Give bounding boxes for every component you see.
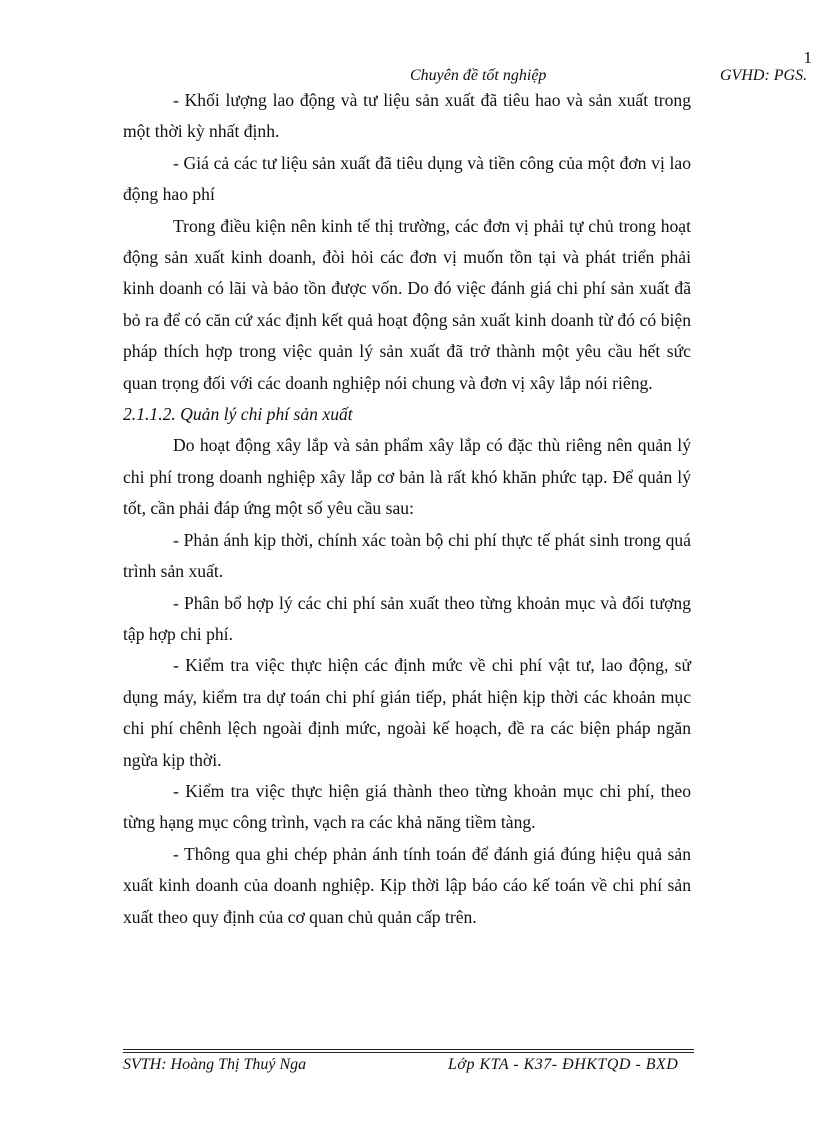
paragraph-9: - Thông qua ghi chép phản ánh tính toán để đánh giá đúng hiệu quả sản xuất kinh doanh của doanh nghiệp. Kịp thời lập báo cáo kế toán về chi phí sản xuất theo quy định của cơ quan chủ quản cấp trên. [123,843,691,927]
header-title: Chuyên đề tốt nghiệp [410,67,547,84]
paragraph-3: Trong điều kiện nên kinh tế thị trường, các đơn vị phải tự chủ trong hoạt động sản xuất kinh doanh, đòi hỏi các đơn vị muốn tồn tại và phát triển phải kinh doanh có lãi và bảo tồn được vốn. Do đó việc đánh giá chi phí sản xuất đã bỏ ra để có căn cứ xác định kết quả hoạt động sản xuất kinh doanh từ đó có biện pháp thích hợp trong việc quản lý sản xuất đã trở thành một yêu cầu hết sức quan trọng đối với các doanh nghiệp nói chung và đơn vị xây lắp nói riêng. [123,215,691,393]
section-heading: 2.1.1.2. Quản lý chi phí sản xuất [123,404,353,425]
paragraph-6: - Phân bổ hợp lý các chi phí sản xuất theo từng khoản mục và đối tượng tập hợp chi phí. [123,592,691,644]
paragraph-5: - Phản ánh kịp thời, chính xác toàn bộ chi phí thực tế phát sinh trong quá trình sản xuất. [123,529,691,582]
paragraph-8: - Kiểm tra việc thực hiện giá thành theo từng khoản mục chi phí, theo từng hạng mục công trình, vạch ra các khả năng tiềm tàng. [123,780,691,833]
paragraph-2: - Giá cả các tư liệu sản xuất đã tiêu dụng và tiền công của một đơn vị lao động hao phí [123,152,691,205]
footer-rule [123,1049,694,1053]
header-advisor: GVHD: PGS. [720,67,808,84]
page-number: 1 [803,48,812,67]
document-body [123,85,691,933]
paragraph-4: Do hoạt động xây lắp và sản phẩm xây lắp có đặc thù riêng nên quản lý chi phí trong doanh nghiệp xây lắp cơ bản là rất khó khăn phức tạp. Để quản lý tốt, cần phải đáp ứng một số yêu cầu sau: [123,435,691,519]
paragraph-7: - Kiểm tra việc thực hiện các định mức về chi phí vật tư, lao động, sử dụng máy, kiểm tra dự toán chi phí gián tiếp, phát hiện kịp thời các khoản mục chi phí chênh lệch ngoài định mức, ngoài kế hoạch, đề ra các biện pháp ngăn ngừa kịp thời. [123,655,691,770]
footer-class: Lớp KTA - K37- ĐHKTQD - BXD [448,1056,679,1073]
paragraph-1: - Khối lượng lao động và tư liệu sản xuất đã tiêu hao và sản xuất trong một thời kỳ nhất định. [123,90,691,142]
footer-student: SVTH: Hoàng Thị Thuý Nga [123,1056,307,1073]
